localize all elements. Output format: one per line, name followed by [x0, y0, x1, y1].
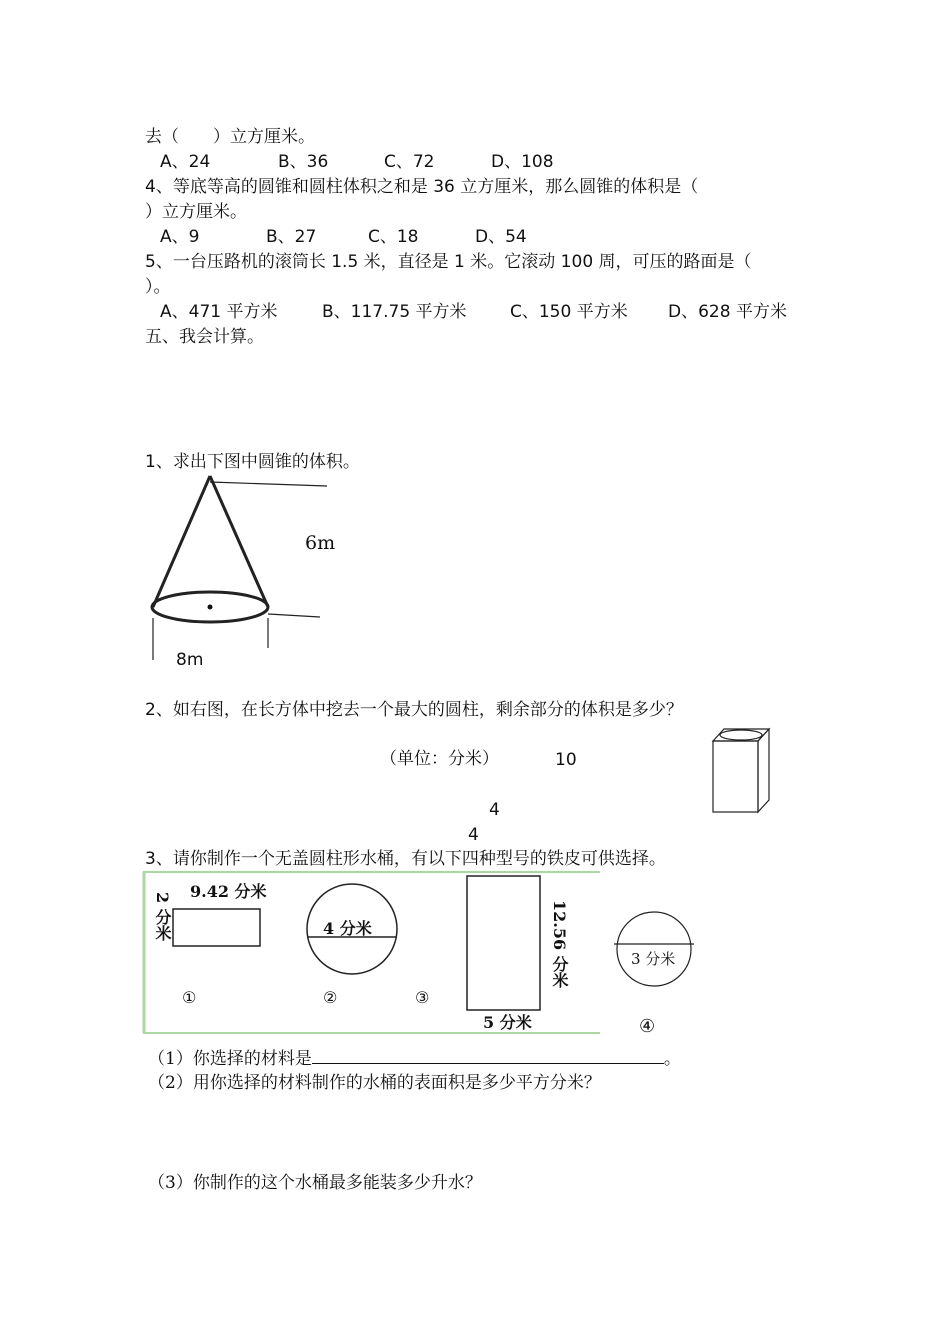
q5-option-c: C、150 平方米	[510, 302, 628, 322]
calc3-question: 3、请你制作一个无盖圆柱形水桶，有以下四种型号的铁皮可供选择。	[145, 849, 666, 869]
q4-text-line1: 4、等底等高的圆锥和圆柱体积之和是 36 立方厘米，那么圆锥的体积是（	[145, 177, 699, 197]
q4-option-c: C、18	[368, 227, 419, 247]
material3-number: ③	[415, 988, 430, 1007]
q5-option-d: D、628 平方米	[668, 302, 787, 322]
material1-height-label: 2 分米	[153, 892, 172, 941]
q3-option-b: B、36	[278, 152, 329, 172]
q4-option-b: B、27	[266, 227, 317, 247]
q3-option-d: D、108	[491, 152, 554, 172]
material-answer-blank[interactable]	[312, 1047, 664, 1064]
calc3-sub2: （2）用你选择的材料制作的水桶的表面积是多少平方分米？	[148, 1073, 601, 1093]
q5-text-line2: ）。	[145, 277, 171, 297]
calc2-question: 2、如右图，在长方体中挖去一个最大的圆柱，剩余部分的体积是多少？	[145, 700, 683, 720]
q3-option-c: C、72	[384, 152, 435, 172]
material4-number: ④	[639, 1016, 656, 1037]
section5-title: 五、我会计算。	[145, 327, 264, 347]
q3-option-a: A、24	[160, 152, 211, 172]
calc1-question: 1、求出下图中圆锥的体积。	[145, 452, 360, 472]
q4-text-line2: ）立方厘米。	[145, 202, 247, 222]
calc3-sub1-prefix: （1）你选择的材料是	[148, 1049, 312, 1069]
material2-diameter-label: 4 分米	[323, 919, 372, 938]
calc2-dim-width: 4	[489, 800, 500, 820]
q3-tail-text: 去（ ）立方厘米。	[145, 127, 315, 147]
q4-option-a: A、9	[160, 227, 200, 247]
material1-rectangle	[173, 909, 260, 946]
material3-width-label: 5 分米	[483, 1013, 532, 1032]
calc3-sub1	[148, 1047, 681, 1070]
q5-option-a: A、471 平方米	[160, 302, 278, 322]
calc3-sub1-suffix: 。	[663, 1049, 681, 1069]
q5-option-b: B、117.75 平方米	[322, 302, 467, 322]
cone-diameter-label: 8m	[176, 650, 204, 670]
calc3-sub3: （3）你制作的这个水桶最多能装多少升水？	[148, 1173, 482, 1193]
calc2-dim-depth: 4	[468, 825, 479, 845]
material4-diameter-label: 3 分米	[631, 950, 676, 968]
material2-number: ②	[323, 988, 338, 1007]
q4-option-d: D、54	[475, 227, 527, 247]
material1-width-label: 9.42 分米	[190, 882, 267, 901]
calc2-unit-note: （单位：分米）	[380, 749, 499, 769]
material3-height-label: 12.56 分米	[550, 900, 569, 988]
material3-rectangle	[467, 876, 540, 1010]
q5-text-line1: 5、一台压路机的滚筒长 1.5 米，直径是 1 米。它滚动 100 周，可压的路面是（	[145, 252, 752, 272]
cone-height-label: 6m	[305, 532, 336, 554]
calc2-dim-height: 10	[555, 750, 577, 770]
material1-number: ①	[182, 988, 197, 1007]
